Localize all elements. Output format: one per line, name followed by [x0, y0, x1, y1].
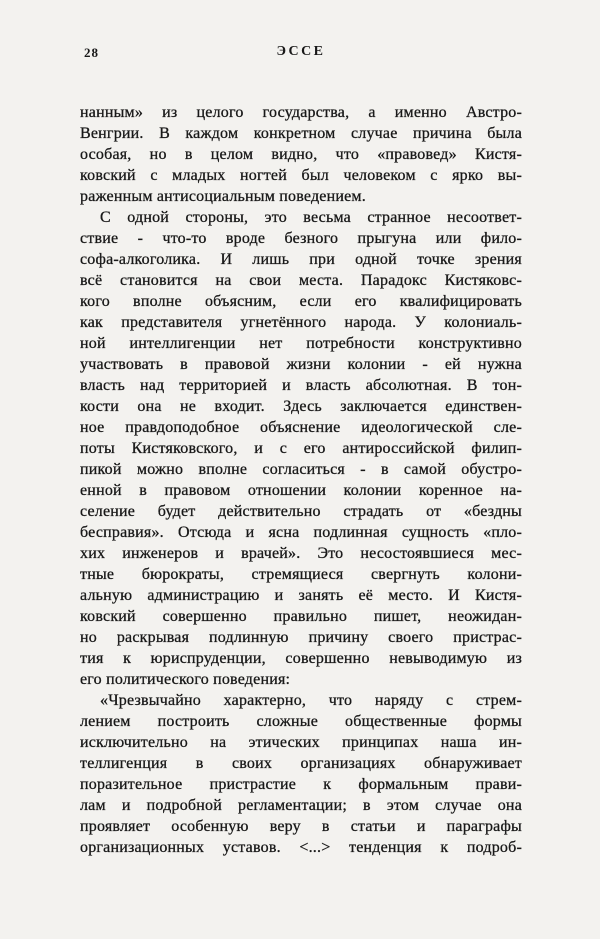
text-line: С одной стороны, это весьма странное несоответ-: [100, 209, 522, 226]
text-line: исключительно на этических принципах наша ин-: [80, 734, 522, 751]
text-line: тные бюрократы, стремящиеся свергнуть колони-: [80, 566, 522, 583]
text-line: всё становится на свои места. Парадокс Кистяковс-: [80, 272, 522, 289]
text-line: хих инженеров и врачей». Это несостоявшиеся мес-: [80, 545, 522, 562]
text-line: но раскрывая подлинную причину своего пристрас-: [80, 629, 522, 646]
text-line: кости она не входит. Здесь заключается единствен-: [80, 398, 522, 415]
text-line: проявляет особенную веру в статьи и параграфы: [80, 818, 522, 835]
text-line: «Чрезвычайно характерно, что наряду с стрем-: [100, 692, 522, 709]
text-line: кого вполне объясним, если его квалифицировать: [80, 293, 522, 310]
text-line: лам и подробной регламентации; в этом случае она: [80, 797, 522, 814]
body-text: [80, 102, 522, 858]
text-line: ной интеллигенции нет потребности конструктивно: [80, 335, 522, 352]
page-number: 28: [84, 45, 99, 60]
text-line: нанным» из целого государства, а именно Австро-: [80, 104, 522, 121]
text-line: как представителя угнетённого народа. У колониаль-: [80, 314, 522, 331]
text-line: селение будет действительно страдать от «бездны: [80, 503, 522, 520]
text-line: софа-алкоголика. И лишь при одной точке зрения: [80, 251, 522, 268]
text-line: ковский с младых ногтей был человеком с ярко вы-: [80, 167, 522, 184]
text-line: ствие - что-то вроде безного прыгуна или фило-: [80, 230, 522, 247]
text-line: теллигенция в своих организациях обнаруживает: [80, 755, 522, 772]
text-line: енной в правовом отношении колонии коренное на-: [80, 482, 522, 499]
text-line: лением построить сложные общественные формы: [80, 713, 522, 730]
text-line: тия к юриспруденции, совершенно невыводимую из: [80, 650, 522, 667]
text-line: ковский совершенно правильно пишет, неожидан-: [80, 608, 522, 625]
text-line: участвовать в правовой жизни колонии - ей нужна: [80, 356, 522, 373]
text-line: поты Кистяковского, и с его антироссийской филип-: [80, 440, 522, 457]
text-line: Венгрии. В каждом конкретном случае причина была: [80, 125, 522, 142]
text-line: власть над территорией и власть абсолютная. В тон-: [80, 377, 522, 394]
text-line: ное правдоподобное объяснение идеологической сле-: [80, 419, 522, 436]
text-line: организационных уставов. <...> тенденция к подроб-: [80, 839, 522, 856]
text-line: раженным антисоциальным поведением.: [80, 188, 366, 205]
page-header: [80, 44, 522, 62]
text-line: особая, но в целом видно, что «правовед» Кистя-: [80, 146, 522, 163]
running-head-title: ЭССЕ: [276, 44, 326, 59]
text-line: поразительное пристрастие к формальным прави-: [80, 776, 522, 793]
text-line: альную администрацию и занять её место. И Кистя-: [80, 587, 522, 604]
text-line: его политического поведения:: [80, 671, 291, 688]
text-line: бесправия». Отсюда и ясна подлинная сущность «пло-: [80, 524, 522, 541]
text-line: пикой можно вполне согласиться - в самой обустро-: [80, 461, 522, 478]
